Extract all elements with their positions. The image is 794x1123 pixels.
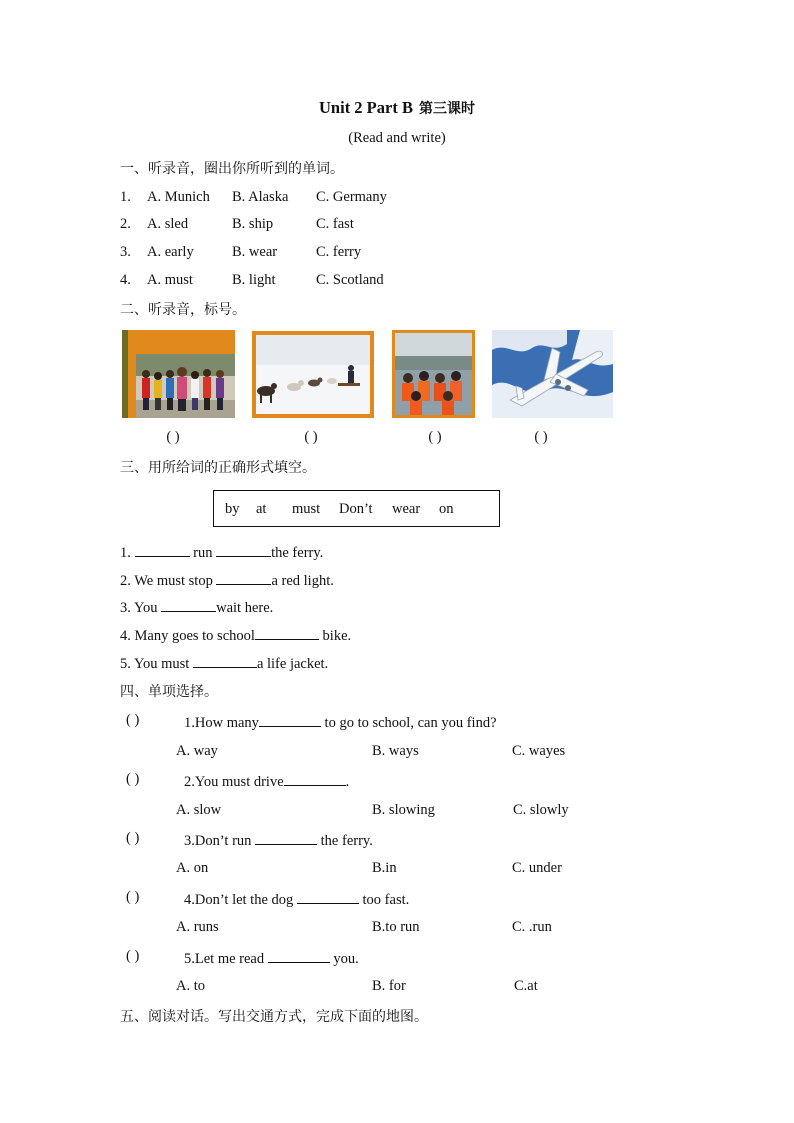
fill-blank-item — [120, 570, 334, 590]
answer-blank[interactable] — [255, 625, 319, 640]
question-stem — [184, 712, 497, 732]
option-a: A. Munich — [147, 189, 210, 205]
answer-blank[interactable] — [268, 948, 330, 963]
word-bank-item: on — [439, 501, 454, 517]
question-text: 2.You must drive — [184, 774, 284, 790]
question-stem — [184, 889, 409, 909]
answer-paren[interactable]: ( ) — [126, 948, 140, 964]
option-c[interactable]: C. slowly — [513, 802, 569, 818]
answer-blank[interactable] — [135, 542, 190, 557]
option-c: C. ferry — [316, 244, 362, 260]
question-stem — [184, 948, 359, 968]
item-text: a life jacket. — [256, 656, 329, 672]
word-bank-item: by — [225, 501, 240, 517]
item-text: 3. You — [120, 600, 162, 616]
answer-paren[interactable]: ( ) — [126, 830, 140, 846]
picture-ferry-life-jackets — [392, 330, 475, 418]
option-b: B. ship — [232, 216, 274, 232]
section5-heading: 五、阅读对话。写出交通方式，完成下面的地图。 — [120, 1009, 428, 1025]
option-b[interactable]: B. slowing — [372, 802, 435, 818]
question-text: 1.How many — [184, 715, 259, 731]
option-c[interactable]: C. under — [512, 860, 562, 876]
section1-heading: 一、听录音，圈出你所听到的单词。 — [120, 161, 344, 177]
answer-paren[interactable]: ( ) — [534, 429, 548, 445]
picture-walking-kids — [122, 330, 235, 418]
option-c[interactable]: C.at — [514, 978, 538, 994]
answer-paren[interactable]: ( ) — [428, 429, 442, 445]
word-bank — [213, 490, 500, 527]
option-a[interactable]: A. slow — [176, 802, 222, 818]
item-number: 1. — [120, 189, 131, 205]
fill-blank-item — [120, 653, 328, 673]
answer-blank[interactable] — [216, 542, 271, 557]
fill-blank-item — [120, 625, 351, 645]
answer-paren[interactable]: ( ) — [304, 429, 318, 445]
question-stem — [184, 830, 373, 850]
word-bank-item: Don’t — [339, 501, 373, 517]
option-c[interactable]: C. wayes — [512, 743, 566, 759]
option-a[interactable]: A. to — [176, 978, 205, 994]
fill-blank-item — [120, 542, 323, 562]
picture-airplane — [492, 330, 613, 418]
question-text: 4.Don’t let the dog — [184, 892, 297, 908]
fill-blank-item — [120, 597, 273, 617]
option-b: B. light — [232, 272, 276, 288]
answer-blank[interactable] — [259, 712, 321, 727]
answer-blank[interactable] — [255, 830, 317, 845]
answer-paren[interactable]: ( ) — [166, 429, 180, 445]
answer-blank[interactable] — [297, 889, 359, 904]
question-text: . — [345, 774, 350, 790]
item-text: 4. Many goes to school — [120, 628, 255, 644]
section3-heading: 三、用所给词的正确形式填空。 — [120, 460, 316, 476]
answer-blank[interactable] — [216, 570, 271, 585]
item-text: bike. — [318, 628, 352, 644]
title-cn: 第三课时 — [418, 101, 475, 117]
question-text: to go to school, can you find? — [320, 715, 497, 731]
option-c: C. Germany — [316, 189, 387, 205]
section2-heading: 二、听录音，标号。 — [120, 302, 246, 318]
answer-blank[interactable] — [284, 771, 346, 786]
question-text: 5.Let me read — [184, 951, 268, 967]
question-text: the ferry. — [317, 833, 373, 849]
word-bank-item: at — [256, 501, 267, 517]
item-number: 4. — [120, 272, 131, 288]
item-text: run — [189, 545, 217, 561]
option-c: C. fast — [316, 216, 354, 232]
answer-blank[interactable] — [193, 653, 257, 668]
title-text: Unit 2 Part B — [319, 98, 413, 117]
item-text: 1. — [120, 545, 135, 561]
page-title — [0, 98, 794, 118]
item-number: 3. — [120, 244, 131, 260]
section4-heading: 四、单项选择。 — [120, 684, 218, 700]
option-a: A. early — [147, 244, 194, 260]
answer-paren[interactable]: ( ) — [126, 771, 140, 787]
item-text: wait here. — [216, 600, 274, 616]
page-subtitle: (Read and write) — [348, 130, 446, 146]
answer-paren[interactable]: ( ) — [126, 712, 140, 728]
item-text: 5. You must — [120, 656, 193, 672]
item-text: the ferry. — [271, 545, 324, 561]
question-stem — [184, 771, 349, 791]
option-a: A. must — [147, 272, 193, 288]
question-text: 3.Don’t run — [184, 833, 256, 849]
option-b: B. Alaska — [232, 189, 289, 205]
option-a[interactable]: A. way — [176, 743, 218, 759]
answer-blank[interactable] — [161, 597, 216, 612]
word-bank-item: must — [292, 501, 321, 517]
option-c: C. Scotland — [316, 272, 384, 288]
option-b[interactable]: B. ways — [372, 743, 419, 759]
option-b: B. wear — [232, 244, 278, 260]
item-text: 2. We must stop — [120, 573, 217, 589]
option-b[interactable]: B.to run — [372, 919, 420, 935]
option-b[interactable]: B. for — [372, 978, 406, 994]
item-number: 2. — [120, 216, 131, 232]
option-c[interactable]: C. .run — [512, 919, 552, 935]
option-a[interactable]: A. runs — [176, 919, 219, 935]
option-a: A. sled — [147, 216, 189, 232]
option-b[interactable]: B.in — [372, 860, 397, 876]
picture-dog-sled — [252, 331, 374, 418]
word-bank-item: wear — [392, 501, 421, 517]
option-a[interactable]: A. on — [176, 860, 209, 876]
item-text: a red light. — [271, 573, 334, 589]
question-text: you. — [329, 951, 359, 967]
answer-paren[interactable]: ( ) — [126, 889, 140, 905]
question-text: too fast. — [358, 892, 410, 908]
